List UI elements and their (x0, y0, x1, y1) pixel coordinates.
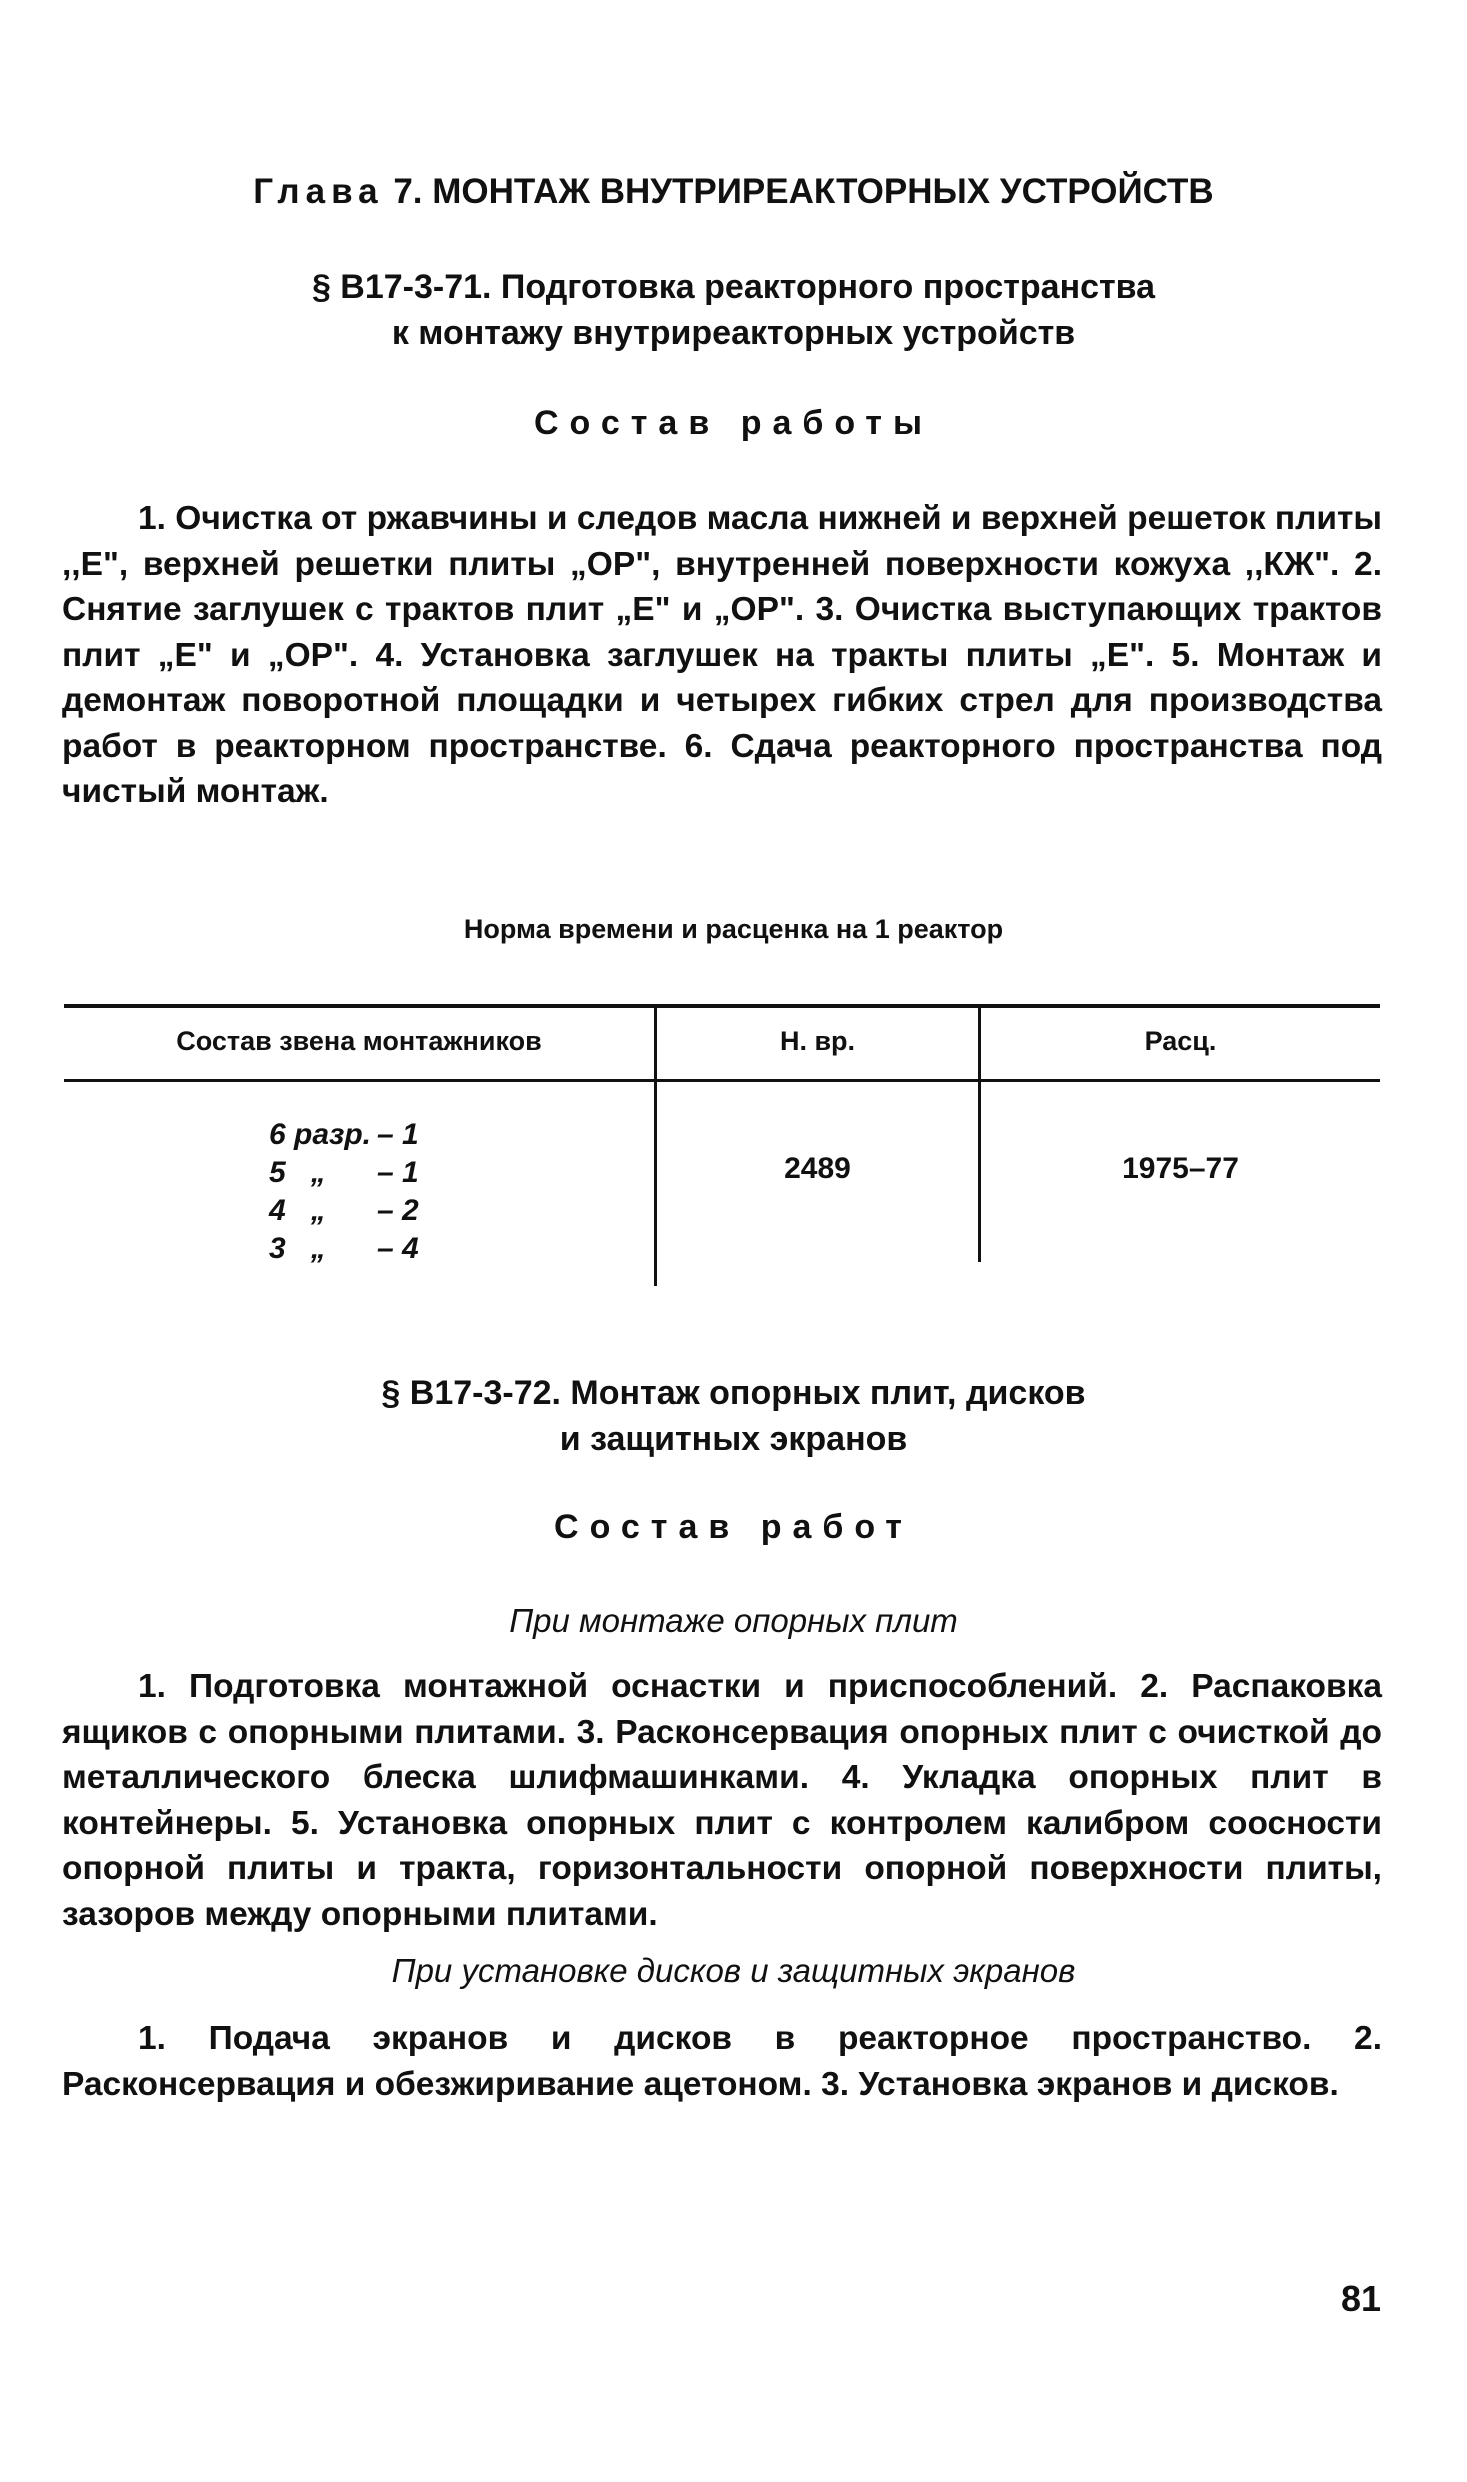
section-heading-line: § В17-3-71. Подготовка реакторного пространства (311, 268, 1156, 306)
crew-grade: 3 „ (269, 1232, 326, 1265)
header-crew: Состав звена монтажников (176, 1026, 542, 1056)
crew-count: – 2 (377, 1194, 419, 1227)
crew-row (269, 1230, 419, 1268)
header-rate: Расц. (1144, 1026, 1217, 1056)
section-heading-b17-3-72 (0, 1370, 1467, 1462)
section-heading-b17-3-71 (0, 264, 1467, 356)
crew-row (269, 1116, 419, 1154)
crew-row (269, 1154, 419, 1192)
rate-value: 1975–77 (1122, 1152, 1239, 1185)
page-number: 81 (1340, 2278, 1381, 2319)
crew-row (269, 1192, 419, 1230)
chapter-prefix: Глава (253, 172, 384, 211)
crew-count: – 4 (377, 1232, 419, 1265)
work-composition-text: 1. Очистка от ржавчины и следов масла нижней и верхней решеток плиты ,,Е", верхней решетки плиты „ОР", внутренней поверхности кожуха ,,КЖ". 2. Снятие заглушек с трактов плит „Е" и „ОР". 3. Очистка выступающих трактов плит „Е" и „ОР". 4. Установка заглушек на тракты плиты „Е". 5. Монтаж и демонтаж поворотной площадки и четырех гибких стрел для производства работ в реакторном пространстве. 6. Сдача реакторного пространства под чистый монтаж. (62, 500, 1382, 810)
table-caption: Норма времени и расценка на 1 реактор (463, 914, 1004, 944)
crew-count: – 1 (377, 1118, 419, 1151)
composition-title: Состав работ (554, 1508, 913, 1546)
crew-list (269, 1116, 419, 1268)
chapter-name: 7. МОНТАЖ ВНУТРИРЕАКТОРНЫХ УСТРОЙСТВ (393, 172, 1214, 211)
header-norm-time: Н. вр. (779, 1026, 856, 1056)
table-header-rule (64, 1079, 1380, 1082)
crew-grade: 4 „ (269, 1194, 326, 1227)
disks-screens-text: 1. Подача экранов и дисков в реакторное пространство. 2. Расконсервация и обезжиривание ацетоном. 3. Установка экранов и дисков. (62, 2020, 1382, 2103)
crew-grade: 6 разр. (269, 1118, 371, 1151)
chapter-title (0, 172, 1467, 212)
subheading-disks-screens: При установке дисков и защитных экранов (391, 1952, 1076, 1989)
crew-count: – 1 (377, 1156, 419, 1189)
section-heading-line: и защитных экранов (559, 1420, 908, 1458)
subheading-support-plates: При монтаже опорных плит (509, 1602, 958, 1639)
norm-time-value: 2489 (784, 1152, 851, 1185)
section-heading-line: к монтажу внутриреакторных устройств (391, 314, 1076, 352)
section-heading-line: § В17-3-72. Монтаж опорных плит, дисков (381, 1374, 1086, 1412)
table-top-rule (64, 1004, 1380, 1008)
composition-title: Состав работы (534, 404, 933, 442)
crew-grade: 5 „ (269, 1156, 326, 1189)
support-plates-text: 1. Подготовка монтажной оснастки и приспособлений. 2. Распаковка ящиков с опорными плитами. 3. Расконсервация опорных плит с очисткой до металлического блеска шлифмашинками. 4. Укладка опорных плит в контейнеры. 5. Установка опорных плит с контролем калибром соосности опорной плиты и тракта, горизонтальности опорной поверхности плиты, зазоров между опорными плитами. (62, 1668, 1382, 1933)
norm-table (64, 1004, 1380, 1286)
